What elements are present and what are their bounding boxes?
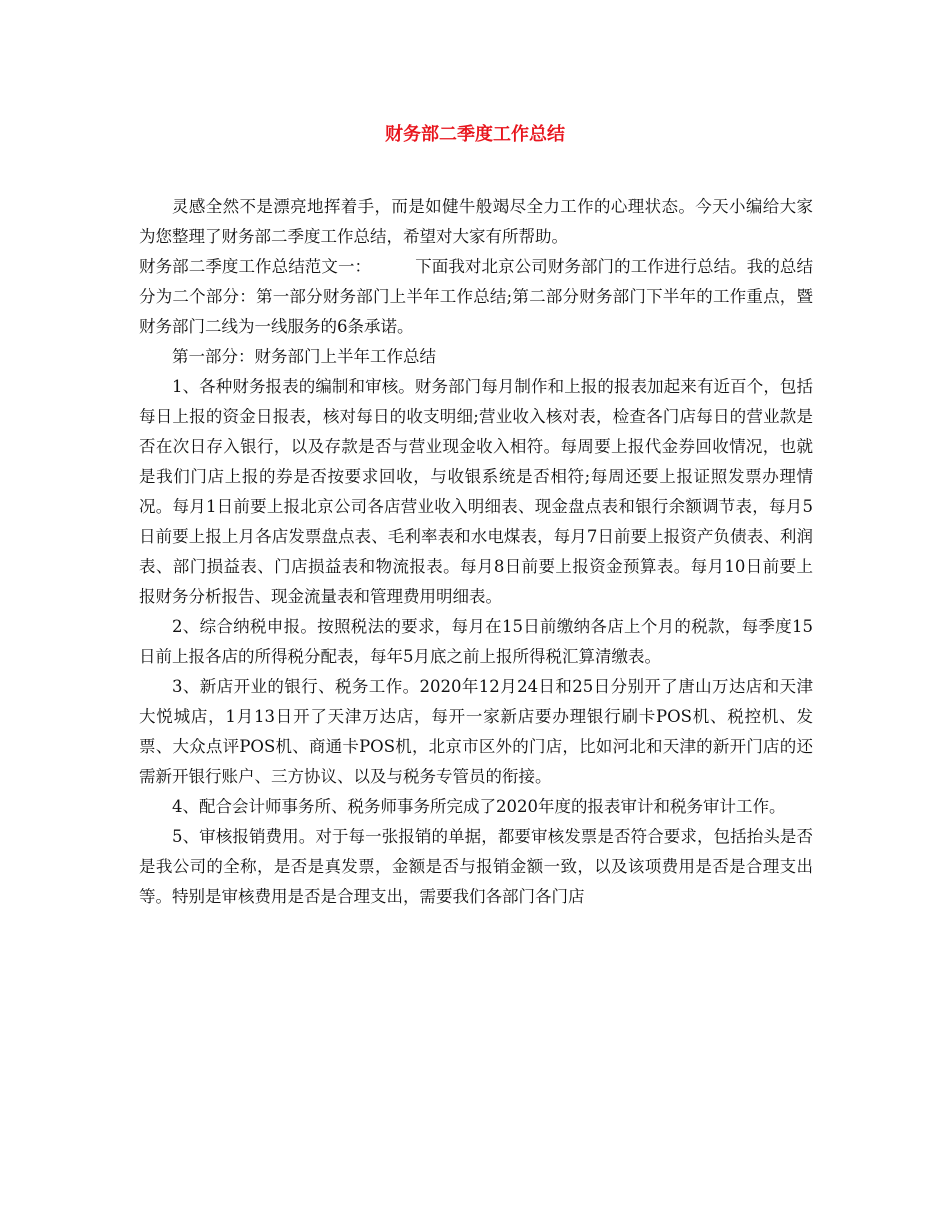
item-2-paragraph: 2、综合纳税申报。按照税法的要求，每月在15日前缴纳各店上个月的税款，每季度15日前上报各店的所得税分配表，每年5月底之前上报所得税汇算清缴表。 [139,617,813,666]
document-title: 财务部二季度工作总结 [385,124,565,145]
item-1-paragraph: 1、各种财务报表的编制和审核。财务部门每月制作和上报的报表加起来有近百个，包括每日上报的资金日报表，核对每日的收支明细;营业收入核对表，检查各门店每日的营业款是否在次日存入银行，以及存款是否与营业现金收入相符。每周要上报代金券回收情况，也就是我们门店上报的券是否按要求回收，与收银系统是否相符;每周还要上报证照发票办理情况。每月1日前要上报北京公司各店营业收入明细表、现金盘点表和银行余额调节表，每月5日前要上报上月各店发票盘点表、毛利率表和水电煤表，每月7日前要上报资产负债表、利润表、部门损益表、门店损益表和物流报表。每月8日前要上报资金预算表。每月10日前要上报财务分析报告、现金流量表和管理费用明细表。 [139,377,813,606]
item-3-paragraph: 3、新店开业的银行、税务工作。2020年12月24日和25日分别开了唐山万达店和天津大悦城店，1月13日开了天津万达店，每开一家新店要办理银行刷卡POS机、税控机、发票、大众点评POS机、商通卡POS机，北京市区外的门店，比如河北和天津的新开门店的还需新开银行账户、三方协议、以及与税务专管员的衔接。 [139,677,813,786]
item-5-paragraph: 5、审核报销费用。对于每一张报销的单据，都要审核发票是否符合要求，包括抬头是否是我公司的全称，是否是真发票，金额是否与报销金额一致，以及该项费用是否是合理支出等。特别是审核费用是否是合理支出，需要我们各部门各门店 [139,827,813,906]
document-body [139,192,813,912]
sample-one-paragraph [139,252,813,342]
part-one-heading: 第一部分：财务部门上半年工作总结 [172,347,436,366]
sample-one-heading: 财务部二季度工作总结范文一： [139,257,372,276]
intro-paragraph: 灵感全然不是漂亮地挥着手，而是如健牛般竭尽全力工作的心理状态。今天小编给大家为您整理了财务部二季度工作总结，希望对大家有所帮助。 [139,197,813,246]
summary-overview: 下面我对北京公司财务部门的工作进行总结。我的总结分为二个部分：第一部分财务部门上半年工作总结;第二部分财务部门下半年的工作重点，暨财务部门二线为一线服务的6条承诺。 [139,257,814,336]
item-4-paragraph: 4、配合会计师事务所、税务师事务所完成了2020年度的报表审计和税务审计工作。 [172,797,786,816]
